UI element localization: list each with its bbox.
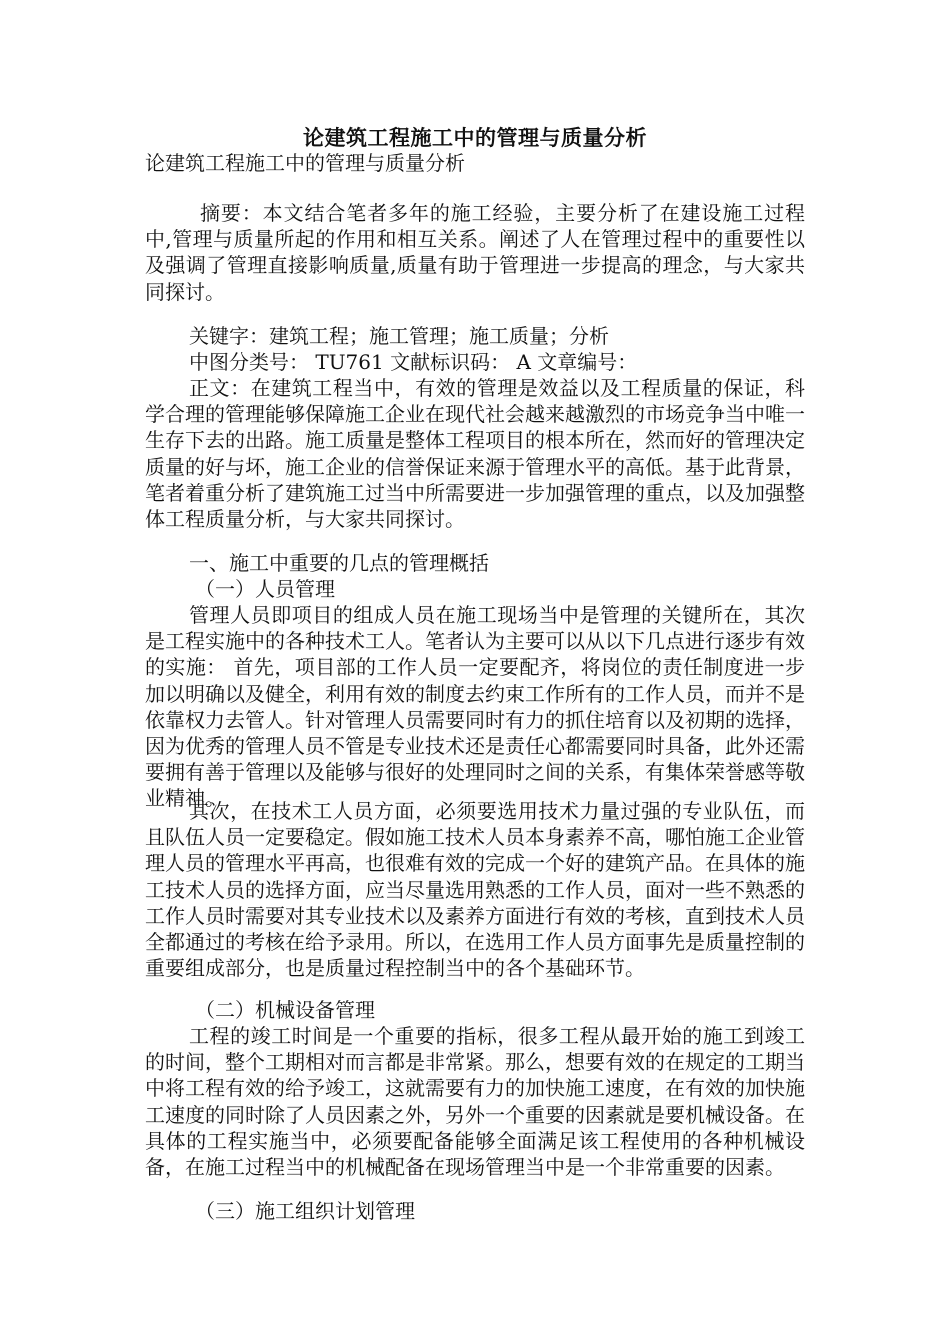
subsection-heading: （三）施工组织计划管理 <box>195 1199 415 1223</box>
classification-line: 中图分类号： TU761 文献标识码： A 文章编号： <box>189 350 638 374</box>
body-paragraph: 管理人员即项目的组成人员在施工现场当中是管理的关键所在，其次是工程实施中的各种技术工人。笔者认为主要可以从以下几点进行逐步有效的实施： 首先，项目部的工作人员一定要配齐，将岗位的责任制度进一步加以明确以及健全，利用有效的制度去约束工作所有的工作人员，而并不是依靠权力去管人。针对管理人员需要同时有力的抓住培育以及初期的选择，因为优秀的管理人员不管是专业技术还是责任心都需要同时具备，此外还需要拥有善于管理以及能够与很好的处理同时之间的关系，有集体荣誉感等敬业精神。 <box>145 603 805 811</box>
intro-paragraph: 正文：在建筑工程当中，有效的管理是效益以及工程质量的保证，科学合理的管理能够保障施工企业在现代社会越来越激烈的市场竞争当中唯一生存下去的出路。施工质量是整体工程项目的根本所在，然而好的管理决定质量的好与坏，施工企业的信誉保证来源于管理水平的高低。基于此背景，笔者着重分析了建筑施工过当中所需要进一步加强管理的重点，以及加强整体工程质量分析，与大家共同探讨。 <box>145 376 805 532</box>
section-heading: 一、施工中重要的几点的管理概括 <box>189 551 489 575</box>
keywords-line: 关键字：建筑工程；施工管理；施工质量；分析 <box>189 324 609 348</box>
subsection-heading: （一）人员管理 <box>195 577 335 601</box>
body-paragraph: 工程的竣工时间是一个重要的指标，很多工程从最开始的施工到竣工的时间，整个工期相对而言都是非常紧。那么，想要有效的在规定的工期当中将工程有效的给予竣工，这就需要有力的加快施工速度，在有效的加快施工速度的同时除了人员因素之外，另外一个重要的因素就是要机械设备。在具体的工程实施当中，必须要配备能够全面满足该工程使用的各种机械设备，在施工过程当中的机械配备在现场管理当中是一个非常重要的因素。 <box>145 1024 805 1180</box>
subsection-heading: （二）机械设备管理 <box>195 998 375 1022</box>
body-paragraph: 其次，在技术工人员方面，必须要选用技术力量过强的专业队伍，而且队伍人员一定要稳定。假如施工技术人员本身素养不高，哪怕施工企业管理人员的管理水平再高，也很难有效的完成一个好的建筑产品。在具体的施工技术人员的选择方面，应当尽量选用熟悉的工作人员，面对一些不熟悉的工作人员时需要对其专业技术以及素养方面进行有效的考核，直到技术人员全都通过的考核在给予录用。所以，在选用工作人员方面事先是质量控制的重要组成部分，也是质量过程控制当中的各个基础环节。 <box>145 799 805 981</box>
abstract-paragraph: 摘要：本文结合笔者多年的施工经验，主要分析了在建设施工过程中,管理与质量所起的作用和相互关系。阐述了人在管理过程中的重要性以及强调了管理直接影响质量,质量有助于管理进一步提高的理念，与大家共同探讨。 <box>145 201 805 304</box>
document-title: 论建筑工程施工中的管理与质量分析 <box>303 125 647 150</box>
document-subtitle: 论建筑工程施工中的管理与质量分析 <box>145 151 465 175</box>
